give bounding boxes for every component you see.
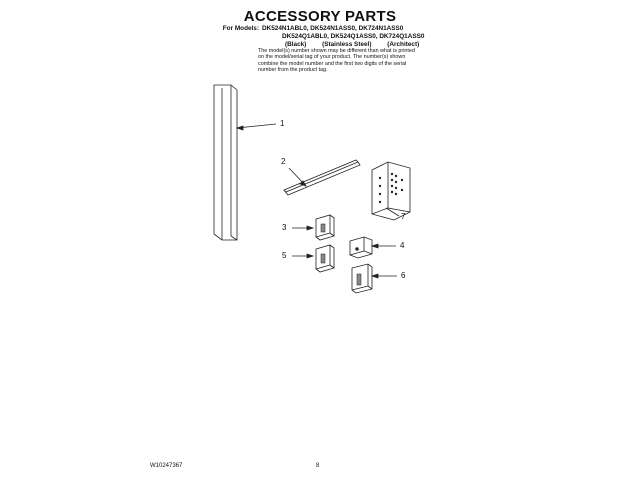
part-4-block (350, 237, 372, 258)
callout-2: 2 (281, 157, 286, 166)
callout-4: 4 (400, 241, 405, 250)
part-6-bracket (352, 264, 372, 293)
callout-6: 6 (401, 271, 406, 280)
callout-1: 1 (280, 119, 285, 128)
page-title: ACCESSORY PARTS (243, 8, 397, 25)
models-line-2: DK524Q1ABL0, DK524Q1ASS0, DK724Q1ASS0 (282, 33, 425, 40)
finish-stainless: (Stainless Steel) (322, 41, 372, 48)
model-note: The model(s) number shown may be different than what is printed on the model/serial tag of your product. The number(s) shown combine the model number and the first two digits of the serial number from the product tag. (258, 48, 415, 73)
callout-7: 7 (401, 212, 406, 221)
document-number: W10247367 (150, 463, 183, 469)
callout-3: 3 (282, 223, 287, 232)
part-2-bar (284, 160, 360, 195)
models-label: For Models: (222, 25, 259, 32)
finish-black: (Black) (285, 41, 307, 48)
part-5-bracket (316, 245, 334, 272)
page-number: 8 (316, 463, 320, 469)
models-line-1: DK524N1ABL0, DK524N1ASS0, DK724N1ASS0 (262, 25, 404, 32)
finish-architect: (Architect) (387, 41, 420, 48)
part-1-trim-strip (214, 85, 237, 240)
callout-5: 5 (282, 251, 287, 260)
part-3-bracket (316, 215, 334, 240)
